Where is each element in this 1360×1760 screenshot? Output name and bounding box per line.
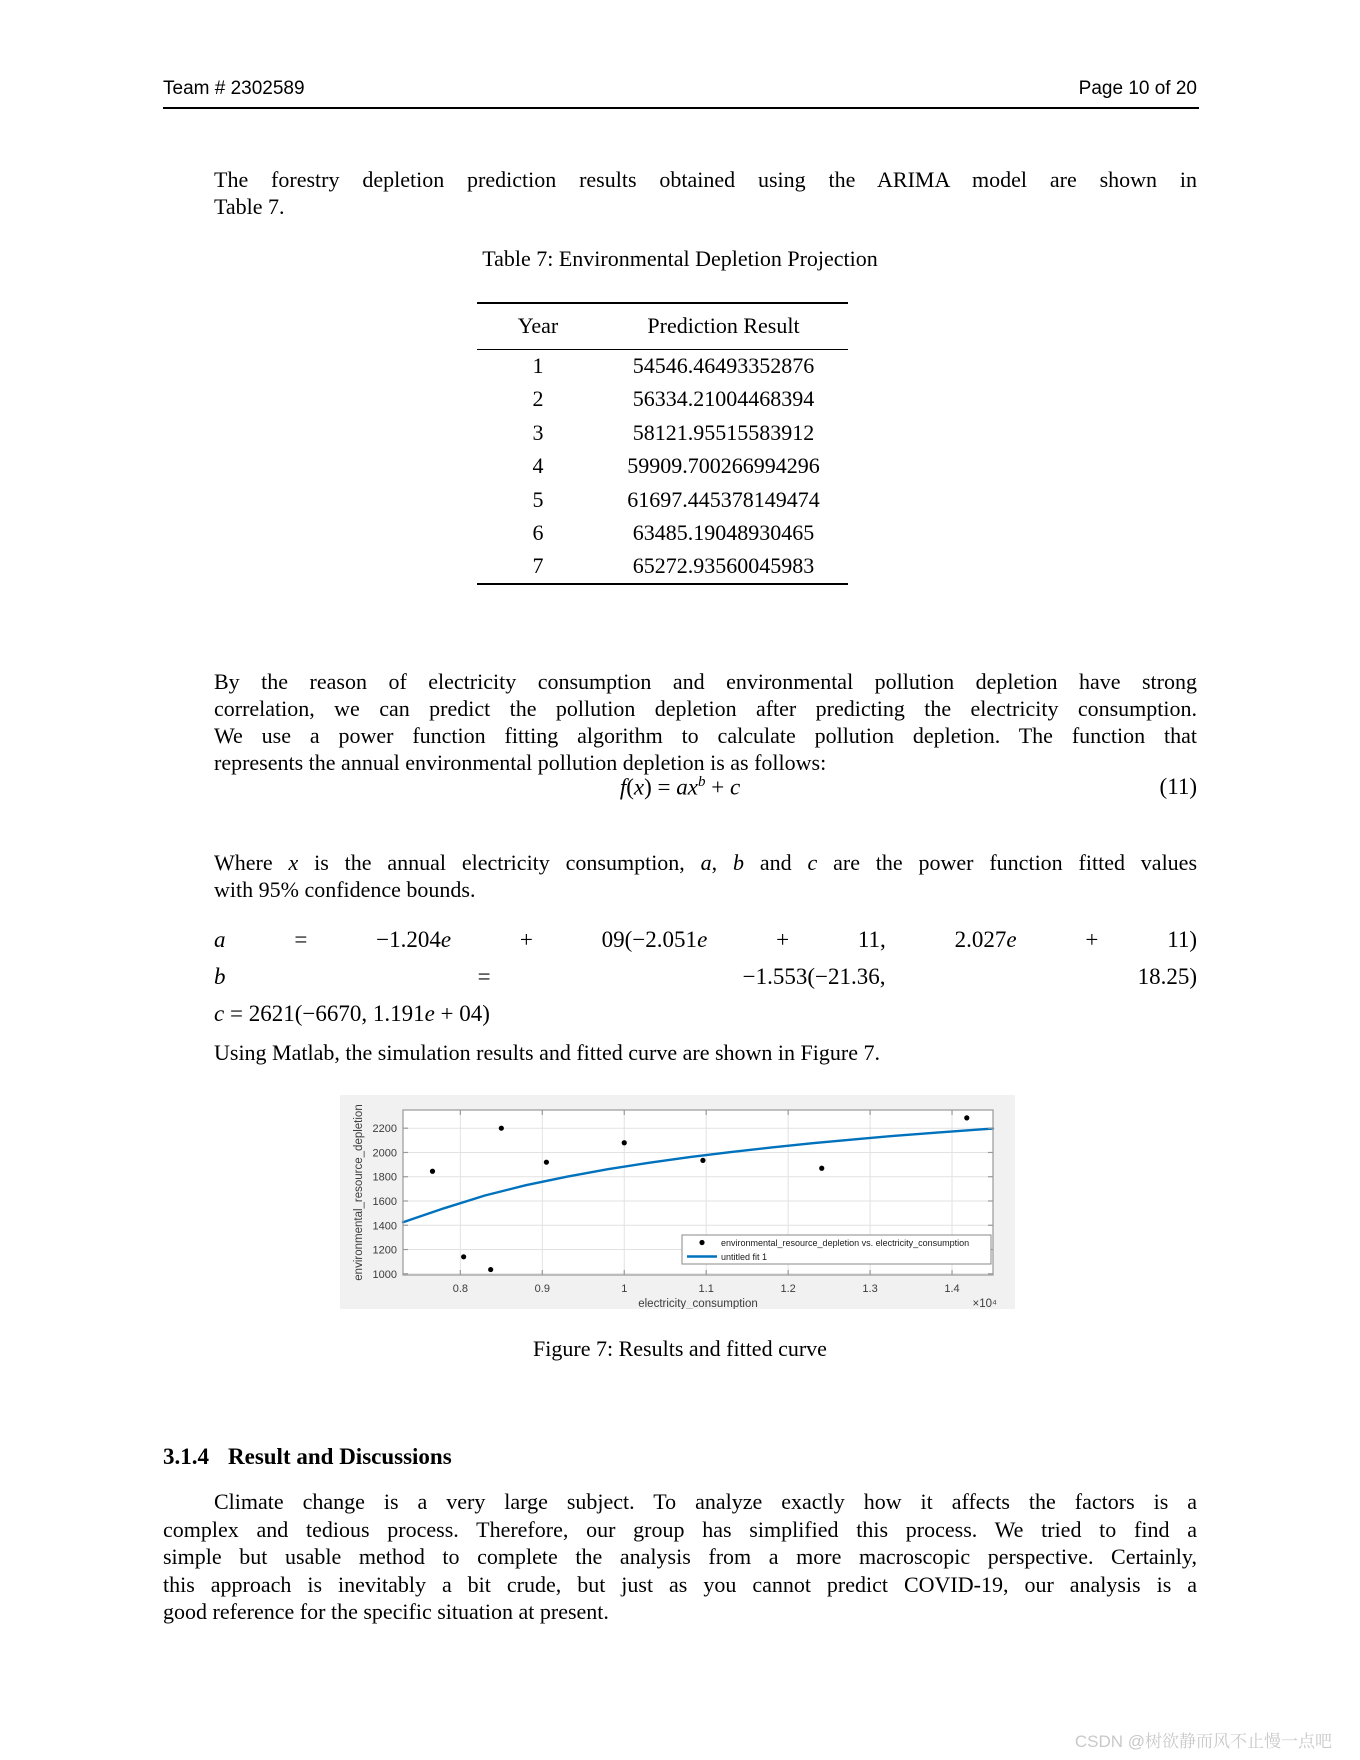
prediction-cell: 56334.21004468394 [632,386,815,412]
text-line: with 95% confidence bounds. [214,877,476,902]
prediction-cell: 61697.445378149474 [627,486,820,512]
equation-power-function [163,774,1197,804]
fitted-values-block [214,921,1197,1032]
table-row [477,483,848,517]
x-tick-label: 1.3 [862,1283,878,1295]
text-line: By the reason of electricity consumption and environmental pollution depletion have strong [214,669,1197,694]
text-line: a = −1.204e + 09(−2.051e + 11, 2.027e + 11) [214,927,1197,952]
text-line: correlation, we can predict the pollution depletion after predicting the electricity consumption. [214,696,1197,721]
prediction-cell: 58121.95515583912 [632,419,815,445]
text-line: simple but usable method to complete the analysis from a more macroscopic perspective. Certainly, [163,1544,1197,1569]
text-line: complex and tedious process. Therefore, our group has simplified this process. We tried to find a [163,1516,1197,1542]
legend-marker-dot [699,1240,704,1245]
table-row [477,517,848,551]
text-line: good reference for the specific situation at present. [163,1599,609,1624]
paragraph-intro [214,166,1197,220]
table-row [477,416,848,450]
year-cell: 4 [532,453,544,479]
data-point [499,1126,504,1131]
legend-entry-fit: untitled fit 1 [721,1252,768,1262]
data-point [544,1160,549,1165]
year-cell: 7 [532,553,544,579]
prediction-table-body [477,349,848,584]
data-point [700,1158,705,1163]
prediction-cell: 59909.700266994296 [627,453,820,479]
data-point [461,1254,466,1259]
page-header [163,78,1197,102]
text-line: this approach is inevitably a bit crude, but just as you cannot predict COVID-19, our analysis is a [163,1571,1197,1597]
x-axis-label: electricity_consumption [638,1298,758,1309]
figure-7-plot [340,1095,1015,1309]
paragraph-using-matlab [214,1039,1197,1066]
text-line: c = 2621(−6670, 1.191e + 04) [214,1001,490,1026]
x-tick-label: 1.4 [944,1283,960,1295]
x-exponent-label: ×10⁴ [972,1298,997,1309]
column-header: Prediction Result [647,313,800,339]
header-page-number: Page 10 of 20 [1078,78,1197,99]
prediction-cell: 65272.93560045983 [632,553,815,579]
prediction-cell: 63485.19048930465 [632,520,815,546]
y-axis-label: environmental_resource_depletion [353,1104,365,1281]
prediction-table [477,302,848,585]
text-line: Where x is the annual electricity consumption, a, b and c are the power function fitted values [214,850,1198,875]
figure-caption: Figure 7: Results and fitted curve [533,1336,827,1361]
prediction-cell: 54546.46493352876 [632,353,815,378]
y-tick-label: 2000 [372,1147,397,1160]
data-point [488,1267,493,1272]
year-cell: 2 [532,386,544,412]
text-line: b = −1.553(−21.36, 18.25) [214,964,1197,989]
header-rule [163,107,1199,109]
table-row [477,349,848,383]
year-cell: 5 [532,486,544,512]
data-point [622,1140,627,1145]
table-caption: Table 7: Environmental Depletion Projection [482,246,878,271]
y-tick-label: 1000 [372,1268,397,1281]
paragraph-discussion [163,1488,1197,1626]
table-row [477,383,848,417]
x-tick-label: 1.2 [780,1283,796,1295]
prediction-table-head [477,303,848,349]
table-row [477,550,848,584]
text-line: We use a power function fitting algorithm to calculate pollution depletion. The function that [214,723,1197,748]
text-line: Using Matlab, the simulation results and fitted curve are shown in Figure 7. [214,1040,880,1065]
scatter-fit-chart [340,1095,1015,1309]
equation-body: $f(x) = ax^b + c$ [619,774,741,800]
section-title: Result and Discussions [228,1444,452,1469]
data-point [964,1115,969,1120]
x-tick-label: 0.8 [452,1283,469,1295]
year-cell: 6 [532,520,544,546]
text-line: represents the annual environmental pollution depletion is as follows: [214,750,827,775]
header-team-id: Team # 2302589 [163,78,305,99]
y-tick-label: 1600 [372,1195,397,1208]
section-number: 3.1.4 [163,1444,209,1469]
x-tick-label: 0.9 [534,1283,550,1295]
y-tick-label: 1200 [372,1244,397,1257]
paragraph-method [214,668,1197,776]
data-point [430,1169,435,1174]
y-tick-label: 1400 [372,1220,397,1233]
text-line: Table 7. [214,194,285,219]
x-tick-label: 1.1 [698,1283,714,1295]
legend-entry-scatter: environmental_resource_depletion vs. electricity_consumption [721,1238,970,1248]
column-header: Year [517,313,559,339]
text-line: Climate change is a very large subject. To analyze exactly how it affects the factors is a [214,1489,1197,1514]
year-cell: 3 [532,419,544,445]
text-line: The forestry depletion prediction results obtained using the ARIMA model are shown in [214,167,1197,192]
y-tick-label: 1800 [372,1171,397,1184]
x-tick-label: 1 [621,1283,628,1295]
equation-number: (11) [1159,774,1197,799]
table-row [477,450,848,484]
year-cell: 1 [532,353,544,378]
y-tick-label: 2200 [372,1123,397,1136]
watermark-text: CSDN @树欲静而风不止慢一点吧 [1074,1732,1332,1751]
section-heading [163,1444,1197,1470]
data-point [819,1166,824,1171]
paragraph-where [214,849,1197,903]
